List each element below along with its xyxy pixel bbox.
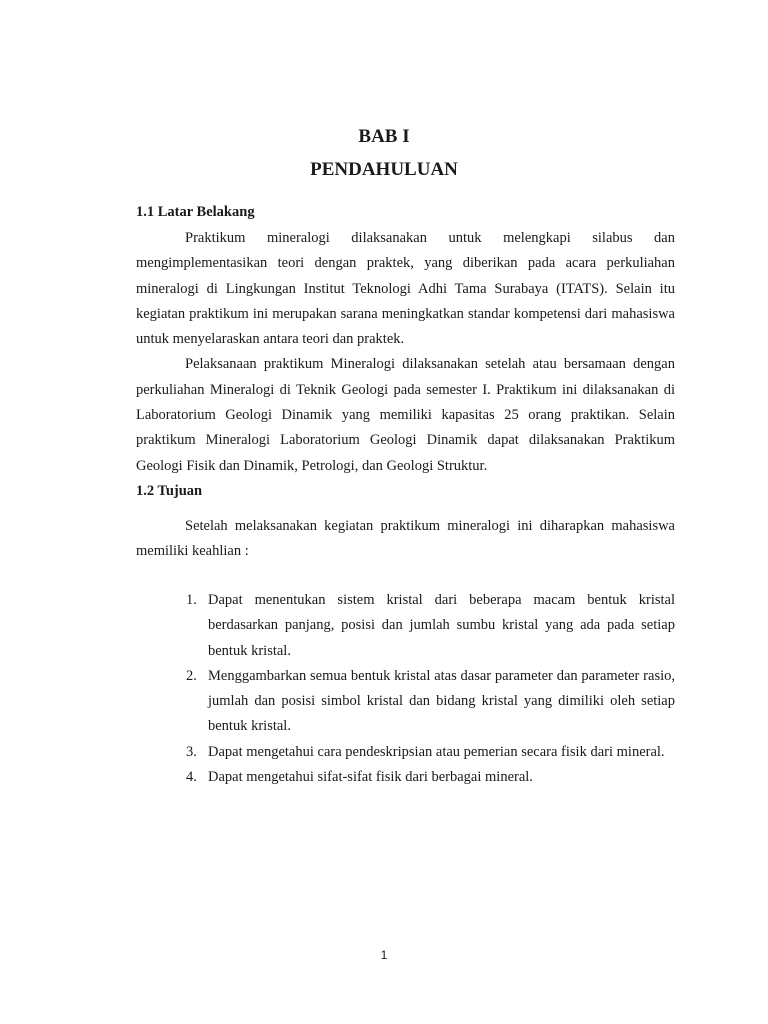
- list-marker: 4.: [186, 769, 197, 786]
- chapter-title: PENDAHULUAN: [310, 159, 458, 180]
- page-number: 1: [380, 948, 388, 962]
- list-item: [186, 740, 675, 765]
- list-item: [186, 765, 675, 790]
- list-item-text: Dapat menentukan sistem kristal dari beberapa macam bentuk kristal berdasarkan panjang, posisi dan jumlah sumbu kristal yang ada pada setiap bentuk kristal.: [208, 592, 675, 659]
- list-item: [186, 588, 675, 664]
- paragraph: Pelaksanaan praktikum Mineralogi dilaksanakan setelah atau bersamaan dengan perkuliahan Mineralogi di Teknik Geologi pada semester I. Praktikum ini dilaksanakan di Laboratorium Geologi Dinamik yang memiliki kapasitas 25 orang praktikan. Selain praktikum Mineralogi Laboratorium Geologi Dinamik dapat dilaksanakan Praktikum Geologi Fisik dan Dinamik, Petrologi, dan Geologi Struktur.: [136, 356, 675, 474]
- goals-list: [186, 588, 675, 790]
- list-marker: 3.: [186, 743, 197, 760]
- section-heading-tujuan: 1.2 Tujuan: [136, 483, 203, 499]
- section-body-latar-belakang: [136, 226, 675, 479]
- chapter-number: BAB I: [358, 126, 410, 147]
- section-heading-latar-belakang: 1.1 Latar Belakang: [136, 204, 255, 220]
- section-intro-tujuan: [136, 514, 675, 565]
- list-item-text: Menggambarkan semua bentuk kristal atas dasar parameter dan parameter rasio, jumlah dan posisi simbol kristal dan bidang kristal yang dimiliki oleh setiap bentuk kristal.: [208, 667, 675, 735]
- list-item-text: Dapat mengetahui cara pendeskripsian atau pemerian secara fisik dari mineral.: [208, 743, 665, 760]
- list-item-text: Dapat mengetahui sifat-sifat fisik dari berbagai mineral.: [208, 769, 533, 786]
- paragraph: Praktikum mineralogi dilaksanakan untuk melengkapi silabus dan mengimplementasikan teori dengan praktek, yang diberikan pada acara perkuliahan mineralogi di Lingkungan Institut Teknologi Adhi Tama Surabaya (ITATS). Selain itu kegiatan praktikum ini merupakan sarana meningkatkan standar kompetensi dari mahasiswa untuk menyelaraskan antara teori dan praktek.: [136, 230, 675, 348]
- list-marker: 1.: [186, 592, 197, 608]
- list-item: [186, 664, 675, 740]
- paragraph: Setelah melaksanakan kegiatan praktikum mineralogi ini diharapkan mahasiswa memiliki keahlian :: [136, 518, 675, 560]
- list-marker: 2.: [186, 667, 197, 684]
